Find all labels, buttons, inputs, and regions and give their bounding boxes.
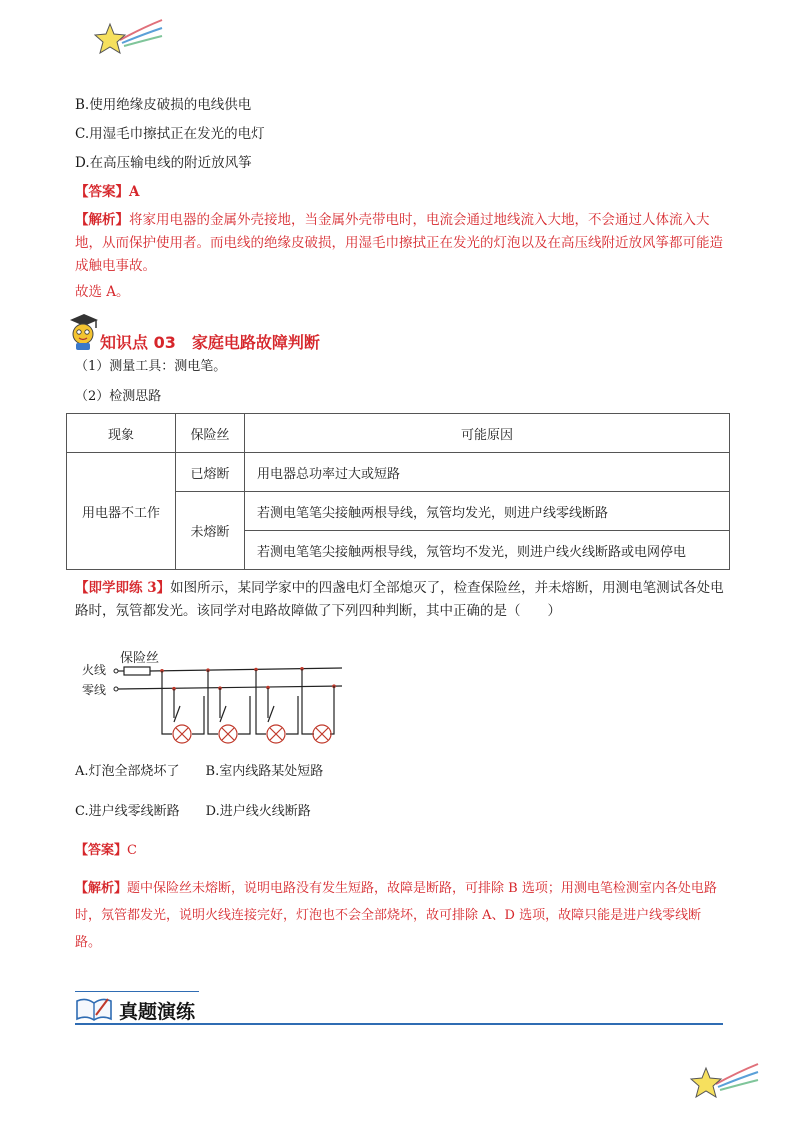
header-cause: 可能原因 bbox=[245, 414, 730, 453]
open-book-icon bbox=[74, 993, 114, 1023]
exercise-label: 【即学即练 3】 bbox=[75, 580, 171, 596]
fuse-label: 保险丝 bbox=[120, 651, 160, 666]
table-header-row bbox=[67, 414, 730, 453]
footer-accent-line bbox=[75, 991, 199, 992]
fault-table bbox=[66, 413, 730, 570]
star-decoration-icon bbox=[92, 14, 164, 60]
answer-label: 【答案】 bbox=[75, 184, 129, 200]
scholar-mascot-icon bbox=[66, 312, 100, 352]
star-decoration-icon bbox=[688, 1058, 760, 1104]
cell-fuse-ok: 未熔断 bbox=[176, 492, 245, 570]
answer-2 bbox=[75, 842, 137, 860]
option-b: B.使用绝缘皮破损的电线供电 bbox=[75, 97, 252, 113]
neutral-wire-label: 零线 bbox=[82, 683, 107, 697]
analysis-1-conclusion: 故选 A。 bbox=[75, 284, 130, 300]
fuse-icon bbox=[124, 667, 150, 675]
analysis-text: 将家用电器的金属外壳接地，当金属外壳带电时，电流会通过地线流入大地，不会通过人体流入大地，从而保护使用者。而电线的绝缘皮破损，用湿毛巾擦拭正在发光的灯泡以及在高压线附近放风筝都可能造成触电事故。 bbox=[75, 212, 723, 274]
analysis-label: 【解析】 bbox=[75, 212, 129, 228]
analysis-2 bbox=[75, 875, 725, 956]
choice-d: D.进户线火线断路 bbox=[205, 804, 311, 819]
choices-row-2 bbox=[75, 803, 311, 821]
choice-c: C.进户线零线断路 bbox=[75, 804, 180, 819]
answer-1 bbox=[75, 183, 139, 201]
choice-a: A.灯泡全部烧坏了 bbox=[75, 764, 180, 779]
cell-fuse-blown: 已熔断 bbox=[176, 453, 245, 492]
answer-value: A bbox=[129, 184, 140, 200]
analysis-1 bbox=[75, 209, 725, 278]
footer-rule bbox=[75, 1023, 723, 1025]
footer-title: 真题演练 bbox=[119, 1001, 196, 1023]
analysis-text: 题中保险丝未熔断，说明电路没有发生短路，故障是断路，可排除 B 选项；用测电笔检测室内各处电路时，氖管都发光，说明火线连接完好，灯泡也不会全部烧坏，故可排除 A、D 选项，故障只能是进户线零线断路。 bbox=[75, 881, 717, 950]
circuit-diagram bbox=[80, 648, 350, 748]
tools-line: （1）测量工具：测电笔。 bbox=[75, 359, 227, 374]
header-fuse: 保险丝 bbox=[176, 414, 245, 453]
choices-row-1 bbox=[75, 763, 323, 781]
answer-value: C bbox=[127, 843, 137, 858]
approach-line: （2）检测思路 bbox=[75, 389, 162, 404]
cell-cause-ok-2: 若测电笔笔尖接触两根导线，氖管均不发光，则进户线火线断路或电网停电 bbox=[245, 531, 730, 570]
section-title: 知识点 03 家庭电路故障判断 bbox=[100, 333, 320, 352]
analysis-label: 【解析】 bbox=[75, 881, 128, 896]
live-wire-label: 火线 bbox=[82, 663, 107, 677]
option-c: C.用湿毛巾擦拭正在发光的电灯 bbox=[75, 126, 265, 142]
exercise-text: 如图所示，某同学家中的四盏电灯全部熄灭了，检查保险丝，并未熔断，用测电笔测试各处电路时，氖管都发光。该同学对电路故障做了下列四种判断，其中正确的是（ ） bbox=[75, 580, 724, 619]
exercise-3 bbox=[75, 577, 725, 623]
table-row bbox=[67, 453, 730, 492]
option-d: D.在高压输电线的附近放风筝 bbox=[75, 155, 252, 171]
cell-cause-ok-1: 若测电笔笔尖接触两根导线，氖管均发光，则进户线零线断路 bbox=[245, 492, 730, 531]
cell-phenomenon: 用电器不工作 bbox=[67, 453, 176, 570]
choice-b: B.室内线路某处短路 bbox=[205, 764, 324, 779]
answer-label: 【答案】 bbox=[75, 843, 128, 858]
cell-cause-blown: 用电器总功率过大或短路 bbox=[245, 453, 730, 492]
header-phenomenon: 现象 bbox=[67, 414, 176, 453]
